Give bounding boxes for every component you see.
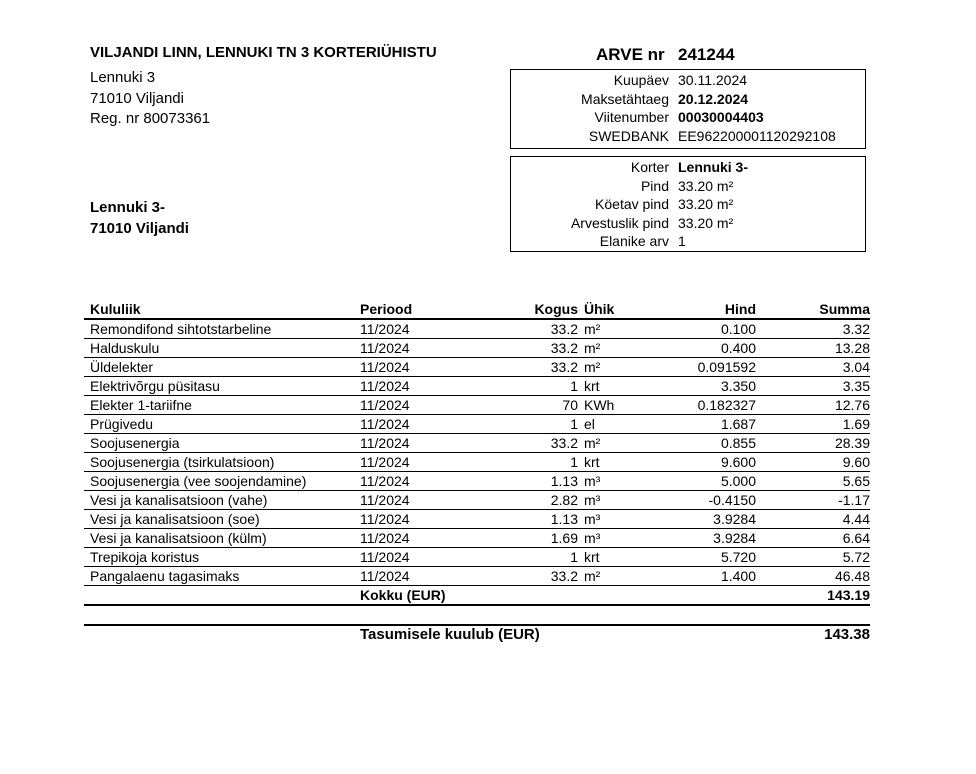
header-period: Periood [354, 298, 474, 319]
cell-sum: 1.69 [756, 415, 870, 434]
apartment-info-row-label: Korter [630, 159, 669, 175]
cell-period: 11/2024 [354, 319, 474, 339]
cell-unit: m³ [578, 529, 638, 548]
cell-price: 1.400 [638, 567, 756, 586]
cell-qty: 1 [474, 377, 578, 396]
cell-sum: -1.17 [756, 491, 870, 510]
cell-sum: 6.64 [756, 529, 870, 548]
total-value: 143.19 [756, 586, 870, 606]
header-sum: Summa [756, 298, 870, 319]
table-row [84, 377, 870, 396]
cell-sum: 5.65 [756, 472, 870, 491]
cell-price: 0.855 [638, 434, 756, 453]
cell-unit: krt [578, 377, 638, 396]
table-header-row [84, 298, 870, 319]
apartment-info-box [510, 156, 866, 252]
cell-type: Trepikoja koristus [84, 548, 354, 567]
cell-price: 3.9284 [638, 510, 756, 529]
cell-type: Vesi ja kanalisatsioon (soe) [84, 510, 354, 529]
cell-type: Halduskulu [84, 339, 354, 358]
table-row [84, 434, 870, 453]
cell-type: Elekter 1-tariifne [84, 396, 354, 415]
cell-price: 0.100 [638, 319, 756, 339]
cell-unit: m² [578, 319, 638, 339]
cell-period: 11/2024 [354, 548, 474, 567]
table-row [84, 396, 870, 415]
payment-info-row [511, 127, 865, 146]
recipient-street: Lennuki 3- [90, 199, 166, 216]
cell-unit: m³ [578, 491, 638, 510]
cell-sum: 46.48 [756, 567, 870, 586]
payment-info-row [511, 71, 865, 90]
table-row [84, 529, 870, 548]
table-row [84, 358, 870, 377]
cell-type: Vesi ja kanalisatsioon (külm) [84, 529, 354, 548]
payable-value: 143.38 [824, 626, 870, 643]
payment-info-row [511, 90, 865, 109]
cell-unit: KWh [578, 396, 638, 415]
cell-price: 5.720 [638, 548, 756, 567]
cell-unit: m³ [578, 472, 638, 491]
cell-period: 11/2024 [354, 491, 474, 510]
cell-period: 11/2024 [354, 358, 474, 377]
cell-unit: el [578, 415, 638, 434]
header-type: Kululiik [84, 298, 354, 319]
cell-price: 3.9284 [638, 529, 756, 548]
cell-type: Soojusenergia (vee soojendamine) [84, 472, 354, 491]
cell-price: 9.600 [638, 453, 756, 472]
cell-qty: 2.82 [474, 491, 578, 510]
apartment-info-row [511, 158, 865, 177]
apartment-info-row [511, 177, 865, 196]
table-row [84, 510, 870, 529]
cell-type: Remondifond sihtotstarbeline [84, 319, 354, 339]
cell-period: 11/2024 [354, 472, 474, 491]
cell-qty: 1.13 [474, 510, 578, 529]
cell-sum: 5.72 [756, 548, 870, 567]
cell-unit: m² [578, 434, 638, 453]
table-row [84, 548, 870, 567]
cell-qty: 1 [474, 415, 578, 434]
cell-sum: 3.35 [756, 377, 870, 396]
cell-type: Üldelekter [84, 358, 354, 377]
payment-info-row-value: 30.11.2024 [678, 72, 748, 88]
payment-info-row [511, 108, 865, 127]
cell-qty: 1.13 [474, 472, 578, 491]
payable-label: Tasumisele kuulub (EUR) [360, 626, 540, 643]
cell-price: 1.687 [638, 415, 756, 434]
apartment-info-row-value: 1 [678, 233, 686, 249]
apartment-info-row [511, 214, 865, 233]
table-row [84, 415, 870, 434]
cell-period: 11/2024 [354, 510, 474, 529]
payment-info-row-value: EE962200001120292108 [678, 127, 836, 144]
cell-period: 11/2024 [354, 396, 474, 415]
cell-period: 11/2024 [354, 529, 474, 548]
cell-sum: 9.60 [756, 453, 870, 472]
payment-info-row-label: Maksetähtaeg [581, 90, 669, 107]
cell-price: 5.000 [638, 472, 756, 491]
payment-info-row-value: 20.12.2024 [678, 90, 749, 107]
cell-unit: m³ [578, 510, 638, 529]
table-row [84, 339, 870, 358]
apartment-info-row [511, 195, 865, 214]
apartment-info-row [511, 232, 865, 251]
cell-unit: m² [578, 567, 638, 586]
cell-sum: 13.28 [756, 339, 870, 358]
sender-city: 71010 Viljandi [90, 90, 184, 107]
cell-qty: 33.2 [474, 358, 578, 377]
cell-period: 11/2024 [354, 453, 474, 472]
cell-sum: 12.76 [756, 396, 870, 415]
cell-qty: 33.2 [474, 434, 578, 453]
cell-price: 0.400 [638, 339, 756, 358]
cell-type: Pangalaenu tagasimaks [84, 567, 354, 586]
cell-qty: 1.69 [474, 529, 578, 548]
table-row [84, 319, 870, 339]
cell-unit: krt [578, 453, 638, 472]
sender-street: Lennuki 3 [90, 69, 156, 86]
cell-type: Soojusenergia [84, 434, 354, 453]
sender-reg-number: Reg. nr 80073361 [90, 110, 211, 127]
table-row [84, 453, 870, 472]
cell-price: 0.182327 [638, 396, 756, 415]
apartment-info-row-value: 33.20 m² [678, 196, 734, 212]
cell-type: Elektrivõrgu püsitasu [84, 377, 354, 396]
apartment-info-row-value: 33.20 m² [678, 177, 734, 194]
sender-name: VILJANDI LINN, LENNUKI TN 3 KORTERIÜHISTU [90, 44, 437, 61]
cell-period: 11/2024 [354, 567, 474, 586]
cell-period: 11/2024 [354, 377, 474, 396]
cell-price: -0.4150 [638, 491, 756, 510]
cell-period: 11/2024 [354, 415, 474, 434]
apartment-info-row-value: 33.20 m² [678, 214, 734, 231]
header-qty: Kogus [474, 298, 578, 319]
charges-table [84, 298, 870, 606]
cell-qty: 70 [474, 396, 578, 415]
cell-period: 11/2024 [354, 434, 474, 453]
cell-sum: 28.39 [756, 434, 870, 453]
recipient-city: 71010 Viljandi [90, 220, 189, 237]
payment-info-row-value: 00030004403 [678, 109, 764, 125]
header-price: Hind [638, 298, 756, 319]
payment-info-row-label: Kuupäev [613, 72, 669, 88]
apartment-info-row-label: Pind [640, 177, 669, 194]
table-row [84, 472, 870, 491]
apartment-info-row-value: Lennuki 3- [678, 159, 749, 175]
header-unit: Ühik [578, 298, 638, 319]
cell-price: 3.350 [638, 377, 756, 396]
cell-qty: 1 [474, 548, 578, 567]
cell-sum: 3.32 [756, 319, 870, 339]
cell-sum: 3.04 [756, 358, 870, 377]
cell-type: Vesi ja kanalisatsioon (vahe) [84, 491, 354, 510]
cell-qty: 1 [474, 453, 578, 472]
cell-type: Prügivedu [84, 415, 354, 434]
invoice-number: 241244 [678, 45, 735, 64]
cell-unit: krt [578, 548, 638, 567]
payment-info-row-label: SWEDBANK [588, 127, 669, 144]
cell-qty: 33.2 [474, 319, 578, 339]
total-label: Kokku (EUR) [354, 586, 756, 606]
cell-price: 0.091592 [638, 358, 756, 377]
apartment-info-row-label: Elanike arv [599, 233, 669, 249]
cell-sum: 4.44 [756, 510, 870, 529]
apartment-info-row-label: Köetav pind [595, 196, 669, 212]
invoice-title: ARVE nr [596, 45, 665, 64]
table-row [84, 567, 870, 586]
cell-type: Soojusenergia (tsirkulatsioon) [84, 453, 354, 472]
total-row [84, 586, 870, 606]
cell-unit: m² [578, 339, 638, 358]
apartment-info-row-label: Arvestuslik pind [570, 214, 669, 231]
table-row [84, 491, 870, 510]
cell-unit: m² [578, 358, 638, 377]
cell-qty: 33.2 [474, 567, 578, 586]
cell-period: 11/2024 [354, 339, 474, 358]
cell-qty: 33.2 [474, 339, 578, 358]
payment-info-box [510, 69, 866, 149]
payment-info-row-label: Viitenumber [594, 109, 669, 125]
